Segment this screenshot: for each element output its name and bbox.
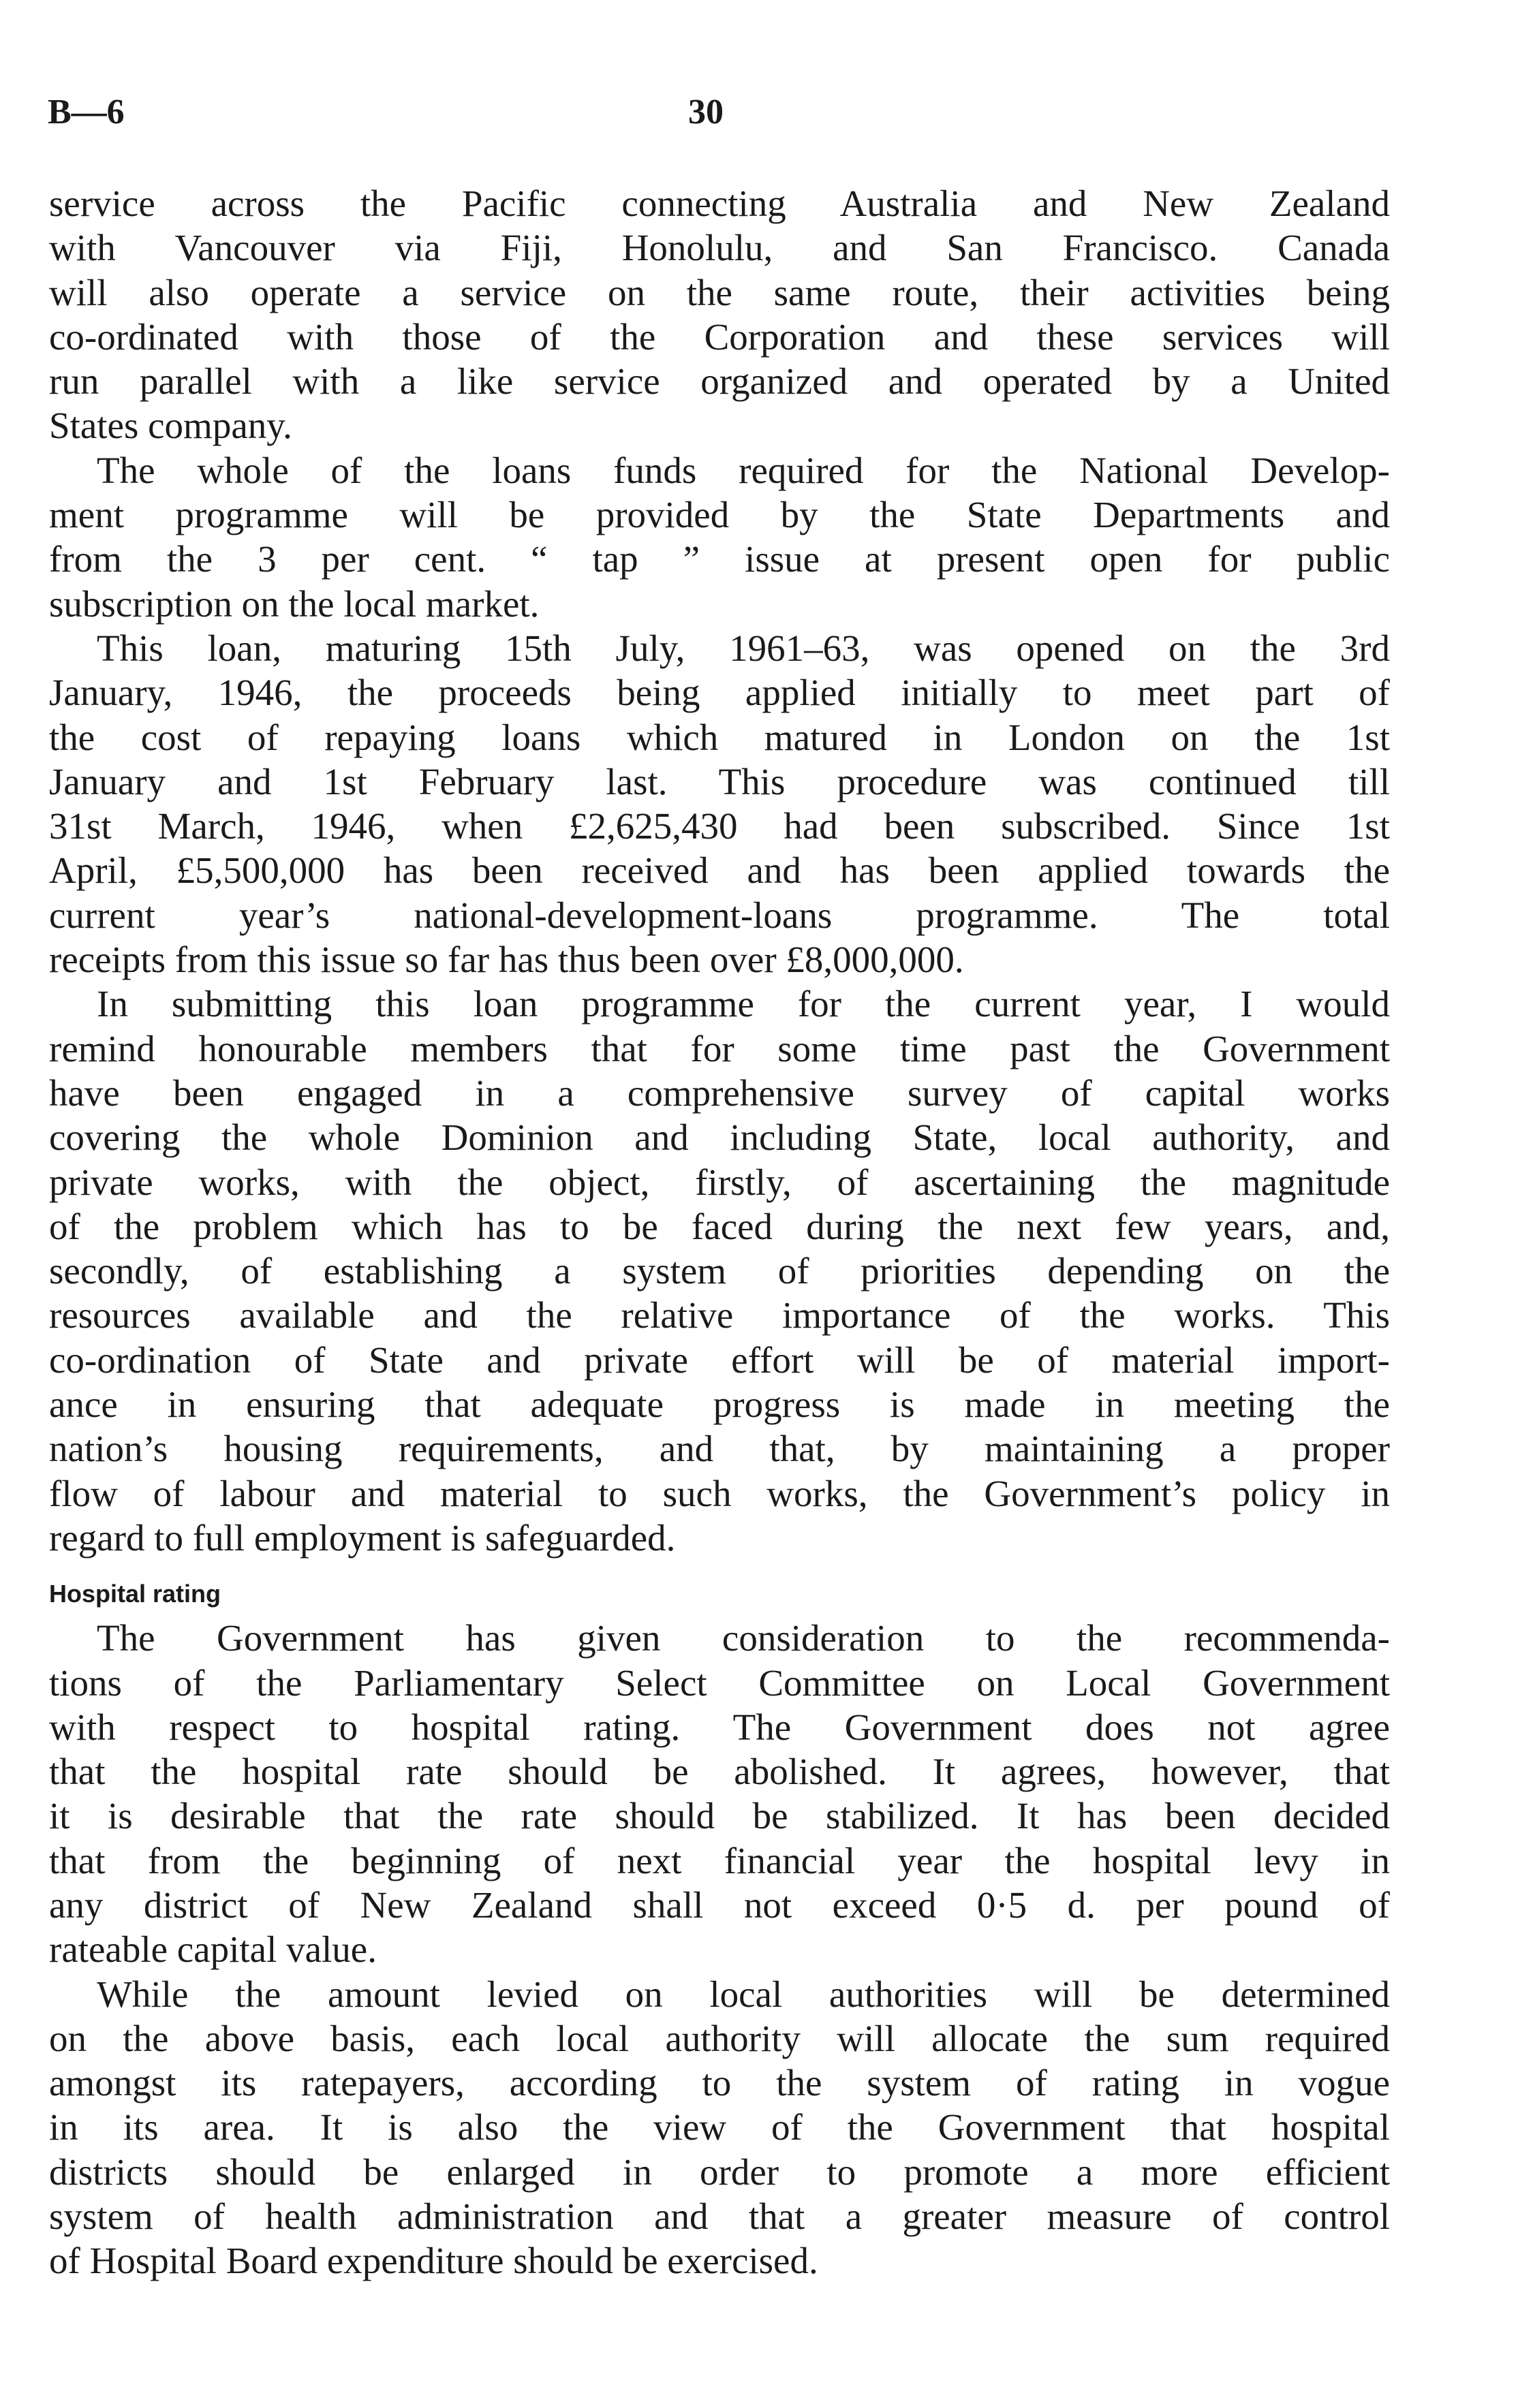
text-line: secondly, of establishing a system of priorities depending on the (49, 1250, 1390, 1292)
text-line: system of health administration and that a greater measure of control (49, 2195, 1390, 2238)
text-line: January and 1st February last. This procedure was continued till (49, 760, 1390, 802)
text-line: will also operate a service on the same route, their activities being (49, 271, 1390, 313)
text-line: rateable capital value. (49, 1928, 377, 1971)
text-line: districts should be enlarged in order to promote a more efficient (49, 2151, 1390, 2193)
section-code: B—6 (48, 93, 125, 131)
text-line: from the 3 per cent. “ tap ” issue at present open for public (49, 538, 1390, 580)
text-line: with Vancouver via Fiji, Honolulu, and San Francisco. Canada (49, 227, 1390, 269)
text-line: resources available and the relative importance of the works. This (49, 1294, 1390, 1336)
text-line: private works, with the object, firstly, of ascertaining the magnitude (49, 1161, 1390, 1203)
text-line: any district of New Zealand shall not exceed 0·5 d. per pound of (49, 1883, 1390, 1926)
text-line: nation’s housing requirements, and that, by maintaining a proper (49, 1428, 1390, 1470)
text-line: receipts from this issue so far has thus been over £8,000,000. (49, 939, 964, 981)
text-line: that the hospital rate should be abolished. It agrees, however, that (49, 1751, 1390, 1793)
text-line: current year’s national-development-loans programme. The total (49, 894, 1390, 936)
paragraphs-before (49, 181, 1390, 1560)
paragraph (49, 181, 1390, 448)
text-line: the cost of repaying loans which matured in London on the 1st (49, 716, 1390, 758)
text-line: it is desirable that the rate should be stabilized. It has been decided (49, 1795, 1390, 1837)
paragraph (49, 448, 1390, 626)
paragraph (49, 1972, 1390, 2283)
text-line: In submitting this loan programme for the current year, I would (97, 983, 1390, 1025)
text-line: January, 1946, the proceeds being applied initially to meet part of (49, 672, 1390, 714)
text-line: have been engaged in a comprehensive survey of capital works (49, 1072, 1390, 1114)
text-line: on the above basis, each local authority will allocate the sum required (49, 2017, 1390, 2059)
section-heading: Hospital rating (49, 1580, 221, 1608)
text-line: amongst its ratepayers, according to the system of rating in vogue (49, 2062, 1390, 2104)
text-line: co-ordination of State and private effort will be of material import- (49, 1339, 1390, 1381)
text-line: regard to full employment is safeguarded. (49, 1516, 676, 1559)
text-line: in its area. It is also the view of the Government that hospital (49, 2106, 1390, 2148)
text-line: of Hospital Board expenditure should be exercised. (49, 2240, 818, 2282)
document-body (49, 181, 1390, 2283)
text-line: The Government has given consideration to the recommenda- (97, 1617, 1390, 1659)
text-line: While the amount levied on local authorities will be determined (97, 1973, 1390, 2015)
text-line: of the problem which has to be faced during the next few years, and, (49, 1205, 1390, 1247)
text-line: States company. (49, 405, 292, 447)
paragraphs-after (49, 1616, 1390, 2283)
text-line: ment programme will be provided by the State Departments and (49, 494, 1390, 536)
text-line: April, £5,500,000 has been received and has been applied towards the (49, 849, 1390, 892)
text-line: covering the whole Dominion and including State, local authority, and (49, 1116, 1390, 1159)
text-line: that from the beginning of next financial year the hospital levy in (49, 1839, 1390, 1881)
text-line: flow of labour and material to such works, the Government’s policy in (49, 1472, 1390, 1514)
text-line: subscription on the local market. (49, 582, 540, 625)
paragraph (49, 1616, 1390, 1971)
text-line: with respect to hospital rating. The Government does not agree (49, 1706, 1390, 1748)
page-number: 30 (688, 93, 724, 131)
text-line: co-ordinated with those of the Corporation and these services will (49, 315, 1390, 358)
text-line: remind honourable members that for some time past the Government (49, 1027, 1390, 1069)
text-line: 31st March, 1946, when £2,625,430 had been subscribed. Since 1st (49, 805, 1390, 847)
text-line: service across the Pacific connecting Australia and New Zealand (49, 183, 1390, 224)
paragraph (49, 982, 1390, 1560)
text-line: This loan, maturing 15th July, 1961–63, was opened on the 3rd (97, 627, 1390, 669)
text-line: The whole of the loans funds required for the National Develop- (97, 449, 1390, 491)
text-line: run parallel with a like service organized and operated by a United (49, 360, 1390, 403)
paragraph (49, 626, 1390, 982)
text-line: tions of the Parliamentary Select Committee on Local Government (49, 1661, 1390, 1704)
text-line: ance in ensuring that adequate progress is made in meeting the (49, 1383, 1390, 1426)
